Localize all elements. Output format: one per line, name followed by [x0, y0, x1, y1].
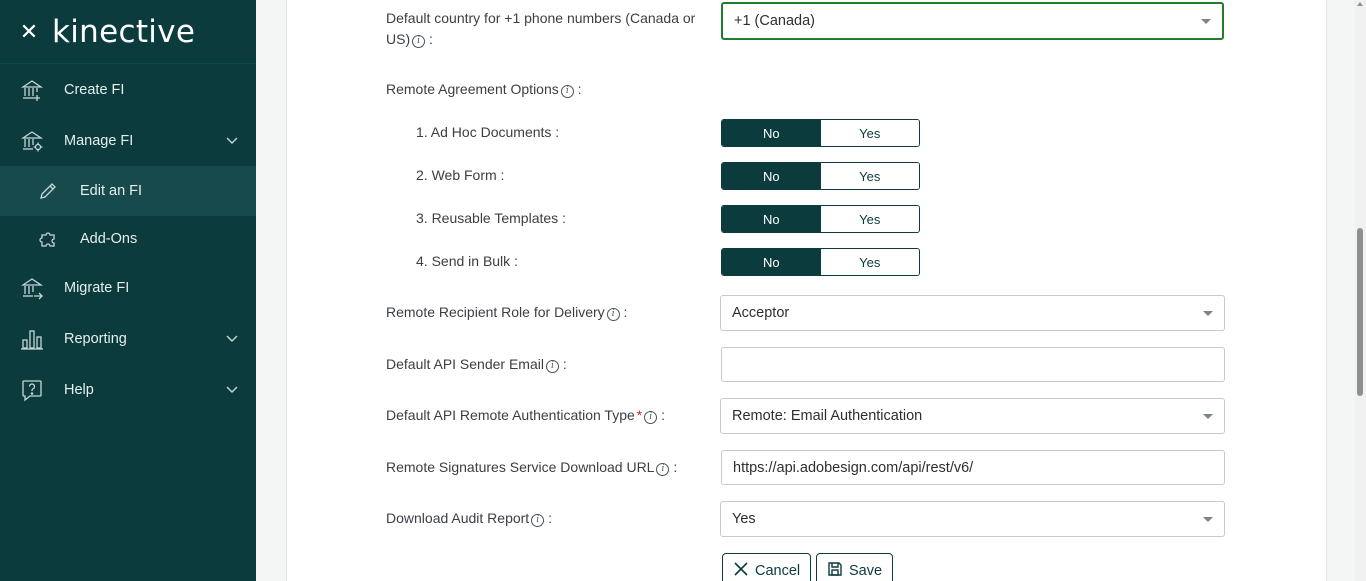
audit-report-select[interactable]: Yes — [720, 501, 1225, 537]
info-icon[interactable]: i — [546, 360, 559, 373]
info-icon[interactable]: i — [561, 85, 574, 98]
nav-help[interactable] — [0, 365, 256, 415]
info-icon[interactable]: i — [412, 35, 425, 48]
toggle-label-ad-hoc: 1. Ad Hoc Documents : — [416, 124, 560, 140]
nav-create-fi[interactable] — [0, 65, 256, 115]
toggle-yes-option[interactable]: Yes — [821, 163, 920, 189]
nav-migrate-fi-label: Migrate FI — [64, 280, 130, 296]
default-country-label: Default country for +1 phone numbers (Canada or US) i : — [386, 10, 696, 47]
chevron-down-icon — [226, 135, 238, 147]
nav-reporting-label: Reporting — [64, 331, 127, 347]
toggle-yes-option[interactable]: Yes — [821, 120, 920, 146]
toggle-no-option[interactable]: No — [722, 120, 821, 146]
pencil-icon — [36, 179, 60, 203]
toggle-send-in-bulk[interactable] — [721, 248, 920, 276]
nav-add-ons[interactable] — [0, 214, 256, 264]
download-url-label: Remote Signatures Service Download URL i : — [386, 459, 678, 475]
dropdown-caret-icon — [1203, 414, 1213, 419]
nav-add-ons-label: Add-Ons — [80, 231, 138, 247]
recipient-role-select[interactable]: Acceptor — [720, 295, 1225, 331]
nav-help-label: Help — [64, 382, 94, 398]
bank-arrow-icon — [20, 276, 44, 300]
auth-type-select[interactable]: Remote: Email Authentication — [720, 398, 1225, 434]
remote-agreement-label: Remote Agreement Options i : — [386, 81, 582, 97]
nav-migrate-fi[interactable] — [0, 263, 256, 313]
cancel-label: Cancel — [755, 563, 801, 579]
toggle-yes-option[interactable]: Yes — [821, 206, 920, 232]
audit-report-label: Download Audit Report i : — [386, 510, 552, 526]
api-sender-email-input[interactable] — [733, 348, 1224, 381]
nav-manage-fi[interactable] — [0, 116, 256, 166]
nav-reporting[interactable] — [0, 314, 256, 364]
chevron-down-icon — [226, 333, 238, 345]
sidebar — [0, 0, 256, 581]
api-sender-email-field[interactable] — [721, 347, 1225, 382]
toggle-yes-option[interactable]: Yes — [821, 249, 920, 275]
scrollbar-thumb[interactable] — [1357, 228, 1363, 396]
close-icon — [733, 561, 749, 581]
toggle-ad-hoc[interactable] — [721, 119, 920, 147]
nav-edit-fi-label: Edit an FI — [80, 183, 143, 199]
help-bubble-icon — [20, 378, 44, 402]
cancel-button[interactable] — [722, 553, 811, 581]
info-icon[interactable]: i — [607, 308, 620, 321]
dropdown-caret-icon — [1201, 19, 1211, 24]
bank-gear-icon — [20, 129, 44, 153]
toggle-no-option[interactable]: No — [722, 163, 821, 189]
recipient-role-label: Remote Recipient Role for Delivery i : — [386, 304, 628, 320]
api-sender-email-label: Default API Sender Email i : — [386, 356, 567, 372]
toggle-label-web-form: 2. Web Form : — [416, 167, 505, 183]
toggle-reusable-templates[interactable] — [721, 205, 920, 233]
save-label: Save — [849, 563, 883, 579]
puzzle-icon — [36, 227, 60, 251]
bar-chart-icon — [20, 327, 44, 351]
info-icon[interactable]: i — [531, 514, 544, 527]
required-marker: * — [636, 407, 643, 423]
scroll-up-arrow-icon[interactable] — [1357, 2, 1363, 6]
close-icon[interactable]: ✕ — [19, 18, 39, 44]
auth-type-label: Default API Remote Authentication Type * i : — [386, 407, 666, 423]
download-url-input[interactable] — [733, 451, 1224, 484]
download-url-field[interactable] — [721, 450, 1225, 485]
default-country-select[interactable]: +1 (Canada) — [721, 2, 1224, 40]
info-icon[interactable]: i — [644, 411, 657, 424]
toggle-no-option[interactable]: No — [722, 206, 821, 232]
save-button[interactable] — [816, 553, 893, 581]
nav-create-fi-label: Create FI — [64, 82, 125, 98]
info-icon[interactable]: i — [656, 463, 669, 476]
nav-edit-fi[interactable] — [0, 166, 256, 216]
dropdown-caret-icon — [1203, 517, 1213, 522]
toggle-label-send-in-bulk: 4. Send in Bulk : — [416, 253, 518, 269]
floppy-disk-icon — [827, 561, 843, 581]
dropdown-caret-icon — [1203, 311, 1213, 316]
chevron-down-icon — [226, 384, 238, 396]
bank-plus-icon — [20, 78, 44, 102]
toggle-web-form[interactable] — [721, 162, 920, 190]
brand-header — [0, 0, 256, 64]
nav-manage-fi-label: Manage FI — [64, 133, 134, 149]
toggle-label-reusable-templates: 3. Reusable Templates : — [416, 210, 566, 226]
toggle-no-option[interactable]: No — [722, 249, 821, 275]
logo: kinective — [52, 13, 196, 50]
